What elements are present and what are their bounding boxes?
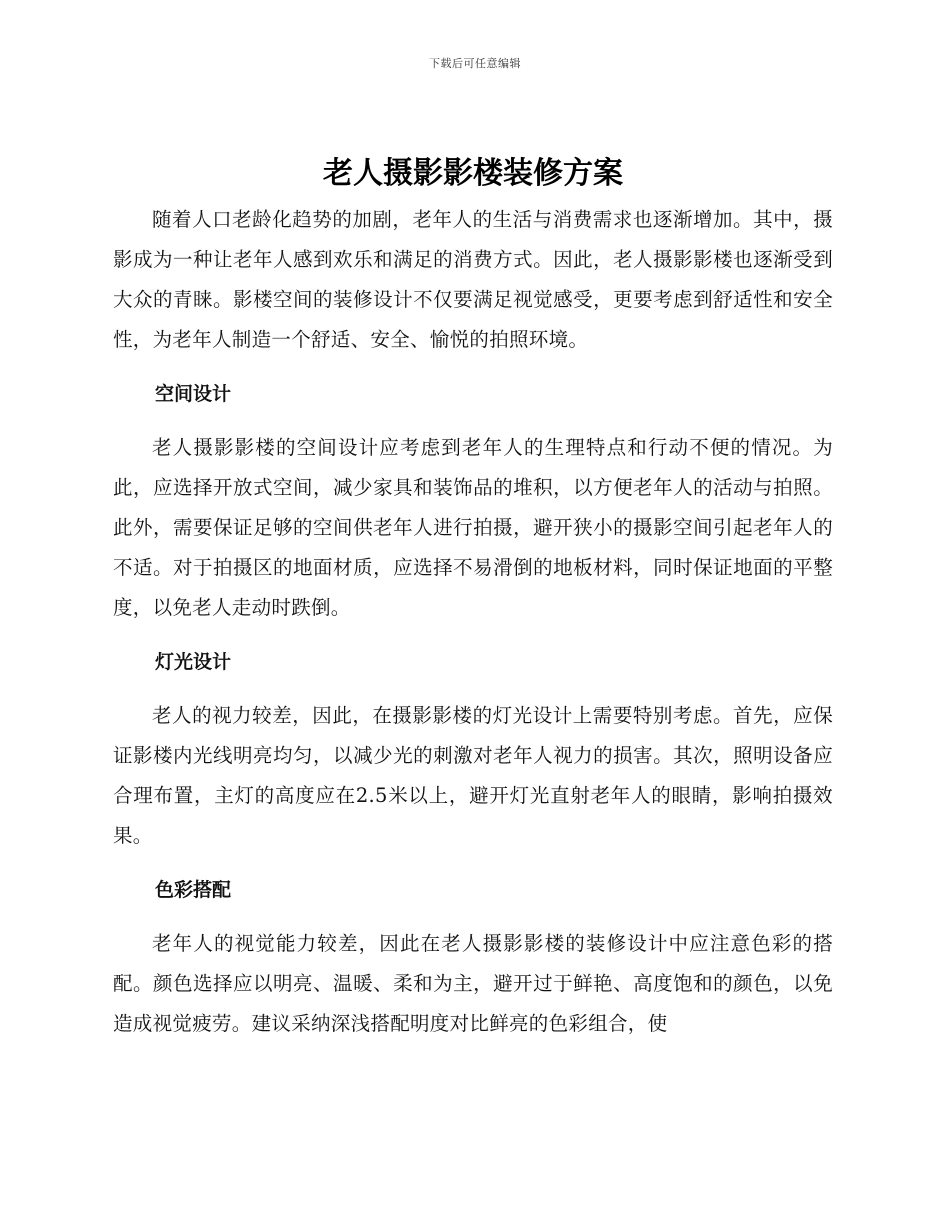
- page-header: 下载后可任意编辑: [429, 57, 521, 70]
- section-heading-lighting: 灯光设计: [155, 651, 232, 673]
- section-body-lighting: 老人的视力较差，因此，在摄影影楼的灯光设计上需要特别考虑。首先，应保证影楼内光线明亮均匀，以减少光的刺激对老年人视力的损害。其次，照明设备应合理布置，主灯的高度应在2.5米以上，避开灯光直射老年人的眼睛，影响拍摄效果。: [113, 704, 833, 847]
- section-body-space: 老人摄影影楼的空间设计应考虑到老年人的生理特点和行动不便的情况。为此，应选择开放式空间，减少家具和装饰品的堆积，以方便老年人的活动与拍照。此外，需要保证足够的空间供老年人进行拍摄，避开狭小的摄影空间引起老年人的不适。对于拍摄区的地面材质，应选择不易滑倒的地板材料，同时保证地面的平整度，以免老人走动时跌倒。: [113, 436, 833, 619]
- document-title: 老人摄影影楼装修方案: [323, 156, 623, 191]
- intro-paragraph: 随着人口老龄化趋势的加剧，老年人的生活与消费需求也逐渐增加。其中，摄影成为一种让老年人感到欢乐和满足的消费方式。因此，老人摄影影楼也逐渐受到大众的青睐。影楼空间的装修设计不仅要满足视觉感受，更要考虑到舒适性和安全性，为老年人制造一个舒适、安全、愉悦的拍照环境。: [113, 208, 833, 351]
- section-heading-space: 空间设计: [155, 383, 232, 405]
- section-heading-color: 色彩搭配: [155, 879, 232, 901]
- section-body-color: 老年人的视觉能力较差，因此在老人摄影影楼的装修设计中应注意色彩的搭配。颜色选择应以明亮、温暖、柔和为主，避开过于鲜艳、高度饱和的颜色，以免造成视觉疲劳。建议采纳深浅搭配明度对比鲜亮的色彩组合，使: [113, 932, 833, 1035]
- document-body: [113, 148, 833, 1044]
